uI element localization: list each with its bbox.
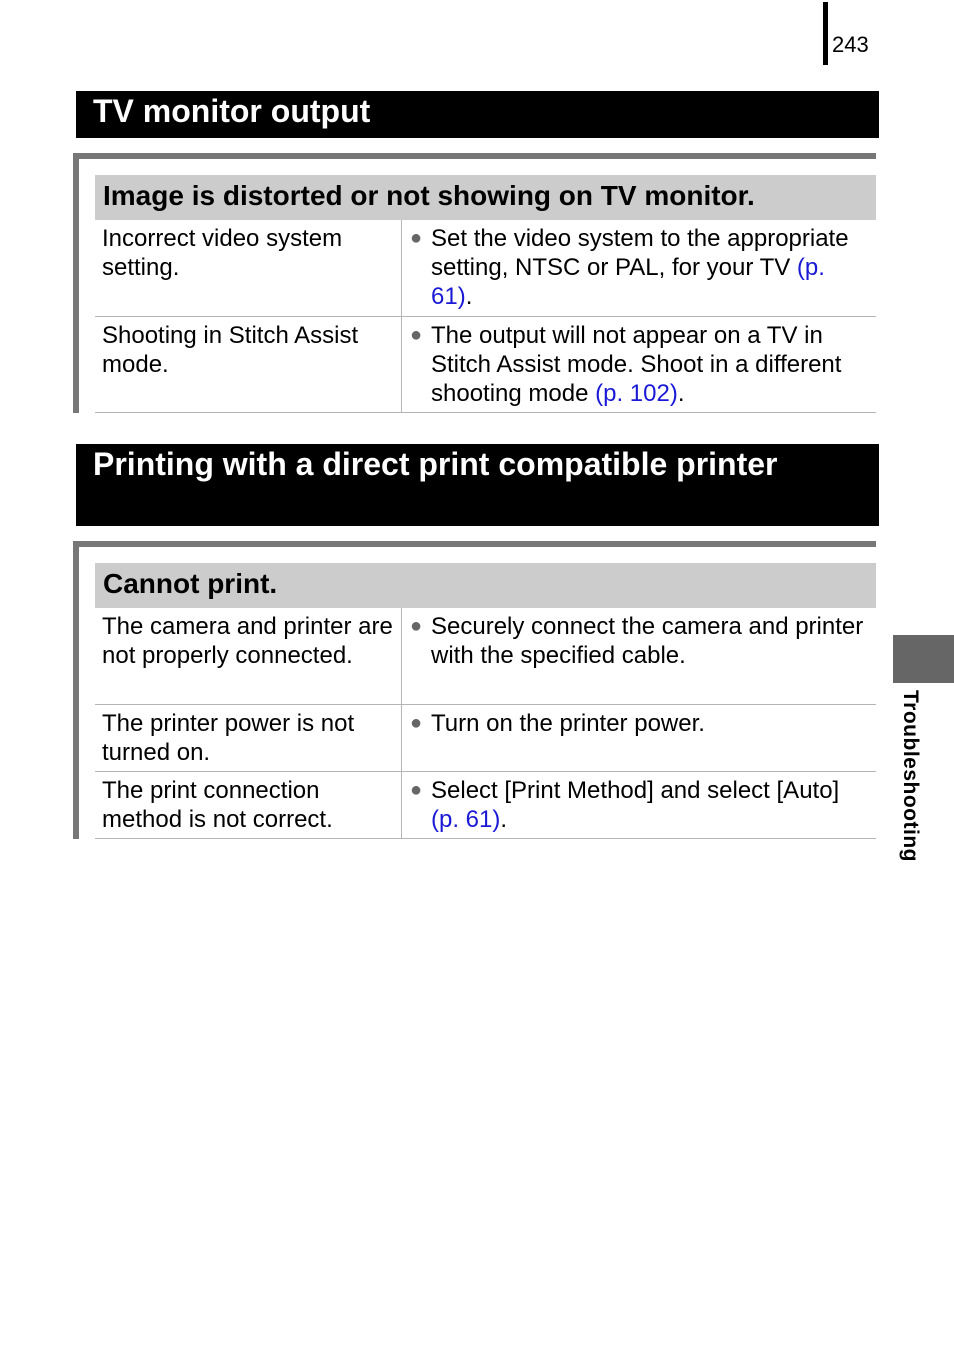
page-reference-link[interactable]: (p. 102) xyxy=(595,380,678,407)
section-title-tv-monitor-output: TV monitor output xyxy=(76,91,879,138)
solution-cell xyxy=(401,220,876,316)
cause-cell: The print connection method is not correct. xyxy=(102,777,333,833)
solution-text: Securely connect the camera and printer with the specified cable. xyxy=(431,613,864,669)
table-row xyxy=(95,317,876,413)
cause-cell: Incorrect video system setting. xyxy=(102,225,343,281)
problem-heading: Image is distorted or not showing on TV monitor. xyxy=(95,175,876,220)
solution-text: Turn on the printer power. xyxy=(431,710,705,737)
cause-cell: The printer power is not turned on. xyxy=(102,710,355,766)
chapter-tab-label: Troubleshooting xyxy=(899,690,922,862)
solution-text: The output will not appear on a TV in Stitch Assist mode. Shoot in a different shooting mode (p. 102). xyxy=(431,322,842,407)
bullet-icon: ● xyxy=(410,712,423,734)
problem-table xyxy=(95,175,876,413)
troubleshooting-block-print xyxy=(73,541,876,839)
block-frame-left xyxy=(73,541,79,839)
block-frame-top xyxy=(73,153,876,159)
solution-cell xyxy=(401,772,876,838)
table-row xyxy=(95,608,876,705)
bullet-icon: ● xyxy=(410,615,423,637)
solution-cell xyxy=(401,317,876,412)
chapter-tab xyxy=(893,635,954,683)
section-title-direct-print: Printing with a direct print compatible printer xyxy=(76,444,879,526)
bullet-icon: ● xyxy=(410,324,423,346)
solution-text: Set the video system to the appropriate setting, NTSC or PAL, for your TV (p. 61). xyxy=(431,225,849,310)
cause-cell: The camera and printer are not properly connected. xyxy=(102,613,393,669)
table-row xyxy=(95,705,876,772)
block-frame-top xyxy=(73,541,876,547)
bullet-icon: ● xyxy=(410,779,423,801)
page-reference-link[interactable]: (p. 61) xyxy=(431,254,825,310)
cause-cell: Shooting in Stitch Assist mode. xyxy=(102,322,359,378)
solution-cell xyxy=(401,608,876,704)
problem-table xyxy=(95,563,876,839)
block-frame-left xyxy=(73,153,79,413)
table-row xyxy=(95,220,876,317)
problem-heading: Cannot print. xyxy=(95,563,876,608)
troubleshooting-block-tv xyxy=(73,153,876,413)
page-reference-link[interactable]: (p. 61) xyxy=(431,806,501,833)
solution-cell xyxy=(401,705,876,771)
solution-text: Select [Print Method] and select [Auto] (p. 61). xyxy=(431,777,840,833)
page-number: 243 xyxy=(832,32,869,57)
bullet-icon: ● xyxy=(410,227,423,249)
page-marker-bar xyxy=(823,2,828,65)
table-row xyxy=(95,772,876,839)
